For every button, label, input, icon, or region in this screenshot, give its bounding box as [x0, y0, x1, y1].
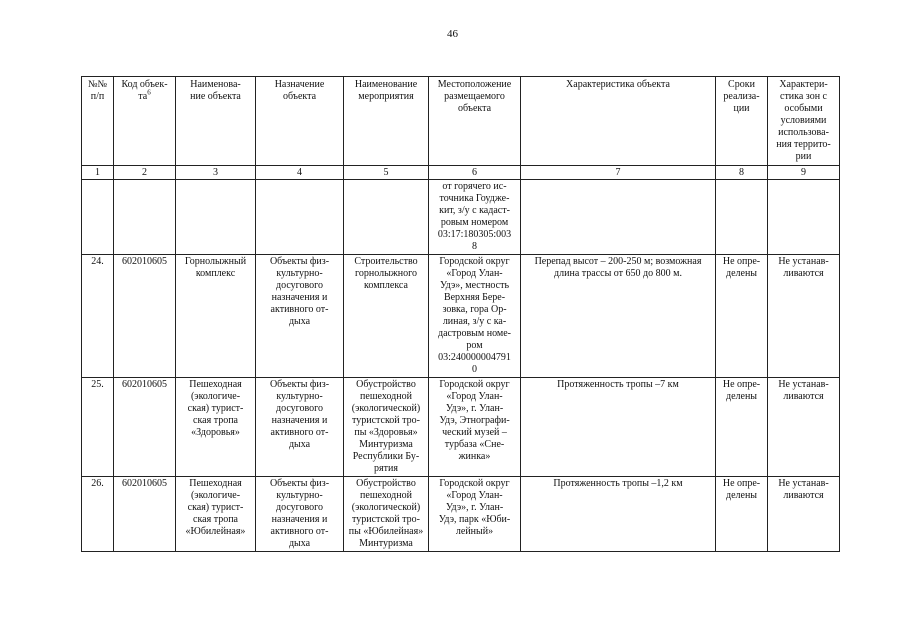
cell-name: Пешеходная (экологиче- ская) турист- ская тропа «Здоровья»: [176, 378, 256, 477]
cell-num: 26.: [82, 477, 114, 552]
cell-purpose: Объекты физ- культурно- досугового назначения и активного от- дыха: [256, 378, 344, 477]
table-row: [82, 255, 840, 378]
header-row: [82, 77, 840, 166]
column-number: 9: [768, 166, 840, 180]
cell-measure: Строительство горнолыжного комплекса: [344, 255, 429, 378]
header-measure: Наименование мероприятия: [344, 77, 429, 166]
cell-purpose: Объекты физ- культурно- досугового назначения и активного от- дыха: [256, 477, 344, 552]
column-number: 2: [114, 166, 176, 180]
cell-term: Не опре- делены: [716, 255, 768, 378]
cell-location: Городской округ «Город Улан- Удэ», г. Улан- Удэ, Этнографи- ческий музей – турбаза «Сне- жинка»: [429, 378, 521, 477]
cell-num: [82, 180, 114, 255]
cell-term: [716, 180, 768, 255]
cell-location: Городской округ «Город Улан- Удэ», местность Верхняя Бере- зовка, гора Ор- линая, з/у с ка- дастровым номе- ром 03:240000004791 0: [429, 255, 521, 378]
table-row: [82, 477, 840, 552]
cell-zones: Не устанав- ливаются: [768, 477, 840, 552]
header-purpose: Назначение объекта: [256, 77, 344, 166]
column-number: 8: [716, 166, 768, 180]
header-characteristic: Характеристика объекта: [521, 77, 716, 166]
column-number: 1: [82, 166, 114, 180]
cell-purpose: [256, 180, 344, 255]
cell-zones: Не устанав- ливаются: [768, 378, 840, 477]
table-row: [82, 180, 840, 255]
cell-num: 25.: [82, 378, 114, 477]
cell-measure: [344, 180, 429, 255]
table-row: [82, 378, 840, 477]
objects-table: [81, 76, 840, 552]
column-number-row: [82, 166, 840, 180]
column-number: 7: [521, 166, 716, 180]
header-num: №№ п/п: [82, 77, 114, 166]
header-term: Сроки реализа- ции: [716, 77, 768, 166]
cell-characteristic: [521, 180, 716, 255]
cell-term: Не опре- делены: [716, 378, 768, 477]
header-location: Местоположение размещаемого объекта: [429, 77, 521, 166]
cell-code: 602010605: [114, 255, 176, 378]
cell-characteristic: Перепад высот – 200-250 м; возможная длина трассы от 650 до 800 м.: [521, 255, 716, 378]
cell-code: 602010605: [114, 378, 176, 477]
header-code-text: Код объек- та: [121, 79, 168, 102]
cell-code: 602010605: [114, 477, 176, 552]
column-number: 5: [344, 166, 429, 180]
cell-location: Городской округ «Город Улан- Удэ», г. Улан- Удэ, парк «Юби- лейный»: [429, 477, 521, 552]
cell-num: 24.: [82, 255, 114, 378]
cell-name: Пешеходная (экологиче- ская) турист- ская тропа «Юбилейная»: [176, 477, 256, 552]
cell-term: Не опре- делены: [716, 477, 768, 552]
cell-characteristic: Протяженность тропы –1,2 км: [521, 477, 716, 552]
column-number: 3: [176, 166, 256, 180]
cell-measure: Обустройство пешеходной (экологической) туристской тро- пы «Юбилейная» Минтуризма: [344, 477, 429, 552]
cell-code: [114, 180, 176, 255]
header-code: [114, 77, 176, 166]
footnote-mark: 6: [147, 88, 151, 97]
column-number: 4: [256, 166, 344, 180]
cell-zones: [768, 180, 840, 255]
cell-purpose: Объекты физ- культурно- досугового назначения и активного от- дыха: [256, 255, 344, 378]
cell-zones: Не устанав- ливаются: [768, 255, 840, 378]
cell-characteristic: Протяженность тропы –7 км: [521, 378, 716, 477]
cell-name: [176, 180, 256, 255]
header-name: Наименова- ние объекта: [176, 77, 256, 166]
cell-location: от горячего ис- точника Гоудже- кит, з/у с кадаст- ровым номером 03:17:180305:003 8: [429, 180, 521, 255]
page-number: 46: [447, 28, 458, 40]
cell-measure: Обустройство пешеходной (экологической) туристской тро- пы «Здоровья» Минтуризма Республики Бу- рятия: [344, 378, 429, 477]
header-zones: Характери- стика зон с особыми условиями использова- ния террито- рии: [768, 77, 840, 166]
cell-name: Горнолыжный комплекс: [176, 255, 256, 378]
column-number: 6: [429, 166, 521, 180]
